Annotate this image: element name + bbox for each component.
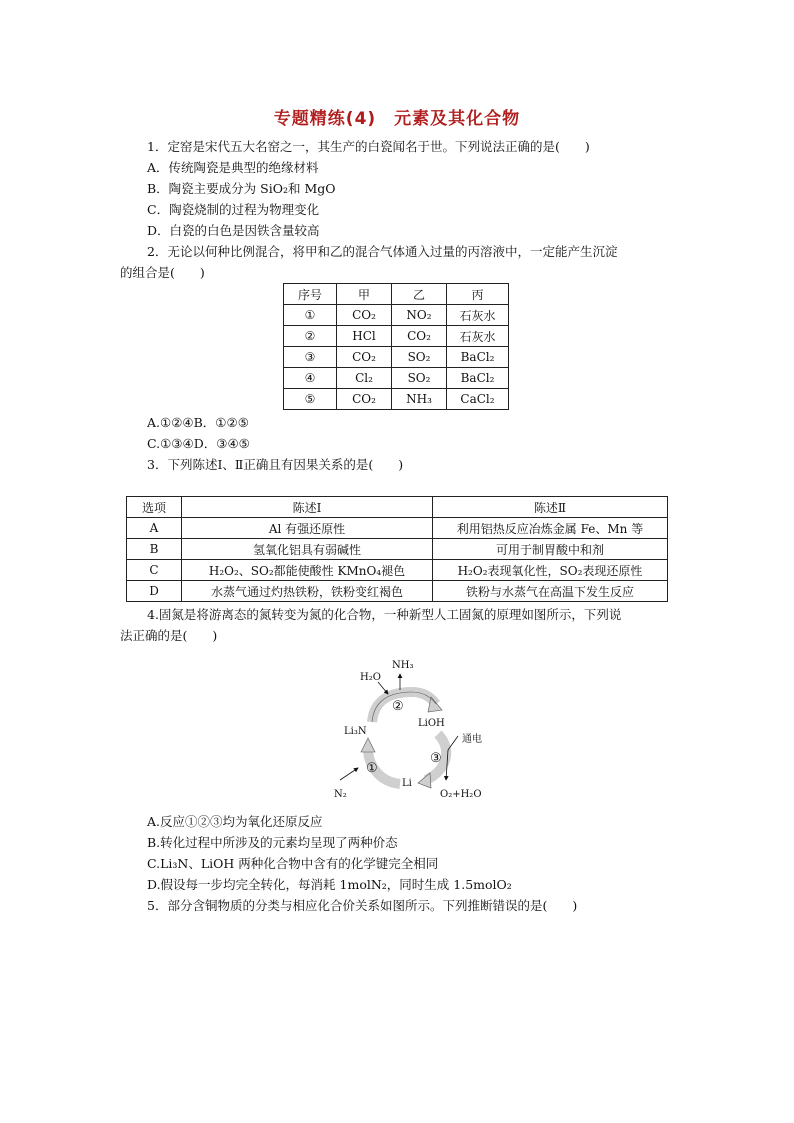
table-cell: 氢氧化铝具有弱碱性 [182,539,433,560]
table-cell: A [127,518,182,539]
q1-option-c: C．陶瓷烧制的过程为物理变化 [147,202,320,217]
table-cell: BaCl₂ [447,368,509,389]
table-header-row [284,284,509,305]
table-header-cell: 陈述Ⅱ [433,497,668,518]
table-row [127,560,668,581]
table-cell: CO₂ [337,347,392,368]
q1-stem: 1．定窑是宋代五大名窑之一，其生产的白瓷闻名于世。下列说法正确的是( ) [147,139,590,154]
q4-stem-line1: 4.固氮是将游离态的氮转变为氮的化合物，一种新型人工固氮的原理如图所示，下列说 [147,607,622,622]
q5-stem: 5．部分含铜物质的分类与相应化合价关系如图所示。下列推断错误的是( ) [147,898,578,913]
table-cell: D [127,581,182,602]
q2-options-cd: C.①③④D．③④⑤ [147,436,250,451]
table-cell: 水蒸气通过灼热铁粉，铁粉变红褐色 [182,581,433,602]
label-step3: ③ [430,751,442,766]
table-cell: NO₂ [392,305,447,326]
q2-stem-line2: 的组合是( ) [120,265,205,280]
table-cell: HCl [337,326,392,347]
q1-option-b: B．陶瓷主要成分为 SiO₂和 MgO [147,181,336,196]
table-cell: SO₂ [392,368,447,389]
label-lioh: LiOH [418,718,445,729]
table-cell: CO₂ [337,389,392,410]
table-cell: ① [284,305,337,326]
label-power: 通电 [462,734,482,745]
q4-option-c: C.Li₃N、LiOH 两种化合物中含有的化学键完全相同 [147,856,439,871]
table-cell: NH₃ [392,389,447,410]
q2-options-ab: A.①②④B．①②⑤ [147,415,249,430]
q3-table [126,496,668,602]
table-cell: Cl₂ [337,368,392,389]
table-cell: 石灰水 [447,305,509,326]
table-cell: CO₂ [337,305,392,326]
table-cell: CaCl₂ [447,389,509,410]
table-cell: CO₂ [392,326,447,347]
table-cell: 利用铝热反应冶炼金属 Fe、Mn 等 [433,518,668,539]
q3-stem: 3．下列陈述Ⅰ、Ⅱ正确且有因果关系的是( ) [147,457,404,472]
table-header-cell: 选项 [127,497,182,518]
label-li: Li [402,778,412,789]
table-cell: BaCl₂ [447,347,509,368]
table-row [127,539,668,560]
label-step1: ① [366,761,378,776]
table-row [284,326,509,347]
label-nh3: NH₃ [392,660,414,671]
table-cell: ⑤ [284,389,337,410]
table-cell: 石灰水 [447,326,509,347]
table-cell: H₂O₂表现氧化性，SO₂表现还原性 [433,560,668,581]
table-header-cell: 丙 [447,284,509,305]
q4-stem-line2: 法正确的是( ) [120,628,218,643]
label-n2: N₂ [334,789,347,800]
q2-stem-line1: 2．无论以何种比例混合，将甲和乙的混合气体通入过量的丙溶液中，一定能产生沉淀 [147,244,618,259]
label-li3n: Li₃N [344,726,367,737]
q4-option-b: B.转化过程中所涉及的元素均呈现了两种价态 [147,835,398,850]
q1-option-d: D．白瓷的白色是因铁含量较高 [147,223,320,238]
table-row [284,368,509,389]
q4-option-a: A.反应①②③均为氧化还原反应 [147,814,323,829]
table-cell: 铁粉与水蒸气在高温下发生反应 [433,581,668,602]
table-cell: SO₂ [392,347,447,368]
nitrogen-fixation-cycle-diagram [330,652,490,802]
table-row [284,389,509,410]
table-cell: ③ [284,347,337,368]
table-header-cell: 序号 [284,284,337,305]
table-row [127,581,668,602]
label-o2-h2o: O₂+H₂O [440,789,482,800]
table-header-cell: 甲 [337,284,392,305]
table-header-cell: 陈述Ⅰ [182,497,433,518]
table-header-row [127,497,668,518]
q4-option-d: D.假设每一步均完全转化，每消耗 1molN₂，同时生成 1.5molO₂ [147,877,512,892]
q1-option-a: A．传统陶瓷是典型的绝缘材料 [147,160,319,175]
table-cell: C [127,560,182,581]
page-title: 专题精练(4) 元素及其化合物 [273,109,521,129]
table-cell: H₂O₂、SO₂都能使酸性 KMnO₄褪色 [182,560,433,581]
table-cell: ④ [284,368,337,389]
label-step2: ② [392,699,404,714]
q2-table [283,283,509,410]
table-cell: B [127,539,182,560]
label-h2o: H₂O [360,672,381,683]
table-header-cell: 乙 [392,284,447,305]
table-row [284,347,509,368]
table-cell: ② [284,326,337,347]
table-row [127,518,668,539]
table-cell: 可用于制胃酸中和剂 [433,539,668,560]
table-row [284,305,509,326]
table-cell: Al 有强还原性 [182,518,433,539]
